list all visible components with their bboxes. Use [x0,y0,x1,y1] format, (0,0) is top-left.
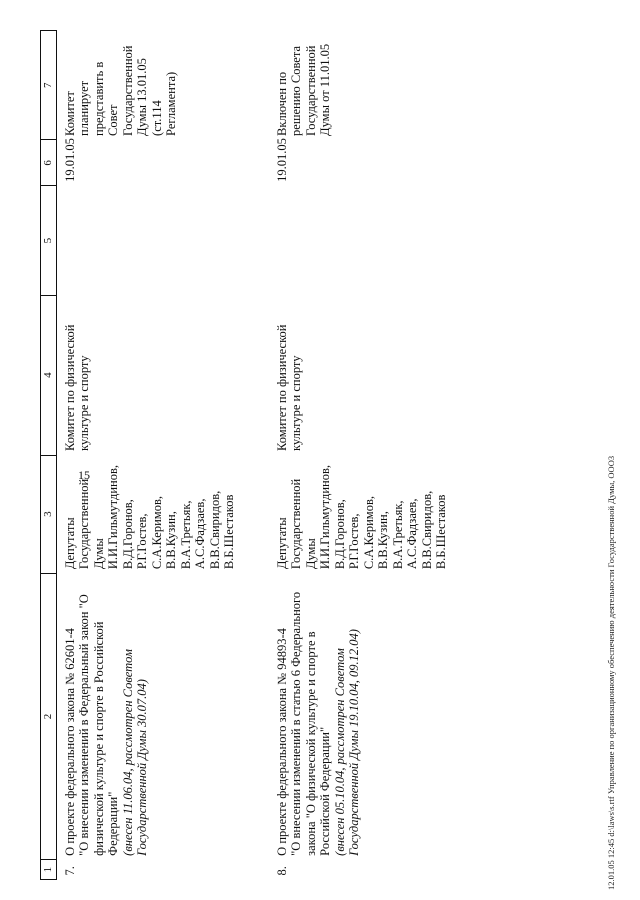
author-name: В.В.Свиридов, [419,490,434,570]
author-name: Р.Г.Гостев, [347,513,361,570]
remark: Включен по решению Совета Государственной Думы от 11.01.05 [274,43,332,136]
table-row [56,31,237,880]
bill-description [56,573,237,860]
bill-status-note: (внесен 11.06.04, рассмотрен Советом Государственной Думы 30.07.04) [120,649,149,856]
author-name: Р.Г.Гостев, [135,513,149,570]
column-header: 2 [41,573,57,860]
author-name: В.В.Свиридов, [207,490,222,570]
author-name: Государственной [289,478,303,570]
authors-list [56,455,237,573]
page-number: 15 [78,468,90,482]
author-name: Думы [91,538,106,570]
author-name: В.А.Третьяк, [178,500,193,570]
author-name: Думы [303,538,318,570]
author-name: В.Б.Шестаков [222,494,236,570]
bill-title: "О внесении изменений в Федеральный закон "О физической культуре и спорте в Российской Федерации" [77,594,120,856]
document-sheet [40,30,600,880]
bill-title: "О внесении изменений в статью 6 Федерального закона "О физической культуре и спорте в Российской Федерации" [289,591,332,856]
author-name: С.А.Керимов, [149,496,164,570]
bill-title: О проекте федерального закона № 94893-4 [274,628,289,856]
author-name: В.Д.Горонов, [120,499,135,570]
remark: Комитет планирует представить в Совет Государственной Думы 13.01.05 (ст.114 Регламента) [62,45,178,136]
bill-description [237,573,449,860]
scheduled-date: 19.01.05 [274,138,289,182]
responsible-committee: Комитет по физической культуре и спорту [62,324,91,452]
author-name: Депутаты [274,517,289,570]
column-header: 1 [41,860,57,880]
bill-title: О проекте федерального закона № 62601-4 [62,628,77,856]
responsible-committee: Комитет по физической культуре и спорту [274,324,303,452]
author-name: А.С.Фадзаев, [405,498,419,570]
column-5-cell [56,186,237,295]
author-name: И.И.Гильмутдинов, [318,465,332,570]
author-name: В.В.Кузин, [164,511,178,570]
author-name: С.А.Керимов, [361,496,376,570]
row-number: 7. [62,866,77,876]
author-name: И.И.Гильмутдинов, [106,465,120,570]
authors-list [237,455,449,573]
column-header: 3 [41,455,57,573]
scheduled-date: 19.01.05 [62,138,77,182]
bill-status-note: (внесен 05.10.04, рассмотрен Советом Государственной Думы 19.10.04, 09.12.04) [332,629,361,856]
author-name: В.В.Кузин, [376,511,390,570]
footer-note: 12.01.05 12:45 d:\laws\s.rtf Управление по организационному обеспечению деятельности Государственной Думы, ООО3 [606,455,616,890]
author-name: А.С.Фадзаев, [193,498,207,570]
column-header: 7 [41,31,57,140]
author-name: Государственной [77,478,91,570]
author-name: В.Д.Горонов, [332,499,347,570]
column-5-cell [237,186,449,295]
bills-table [40,30,449,880]
row-number: 8. [274,866,289,876]
author-name: В.А.Третьяк, [390,500,405,570]
author-name: Депутаты [62,517,77,570]
table-header-row [41,31,57,880]
column-header: 6 [41,140,57,186]
column-header: 5 [41,186,57,295]
table-row [237,31,449,880]
author-name: В.Б.Шестаков [434,494,448,570]
column-header: 4 [41,295,57,455]
